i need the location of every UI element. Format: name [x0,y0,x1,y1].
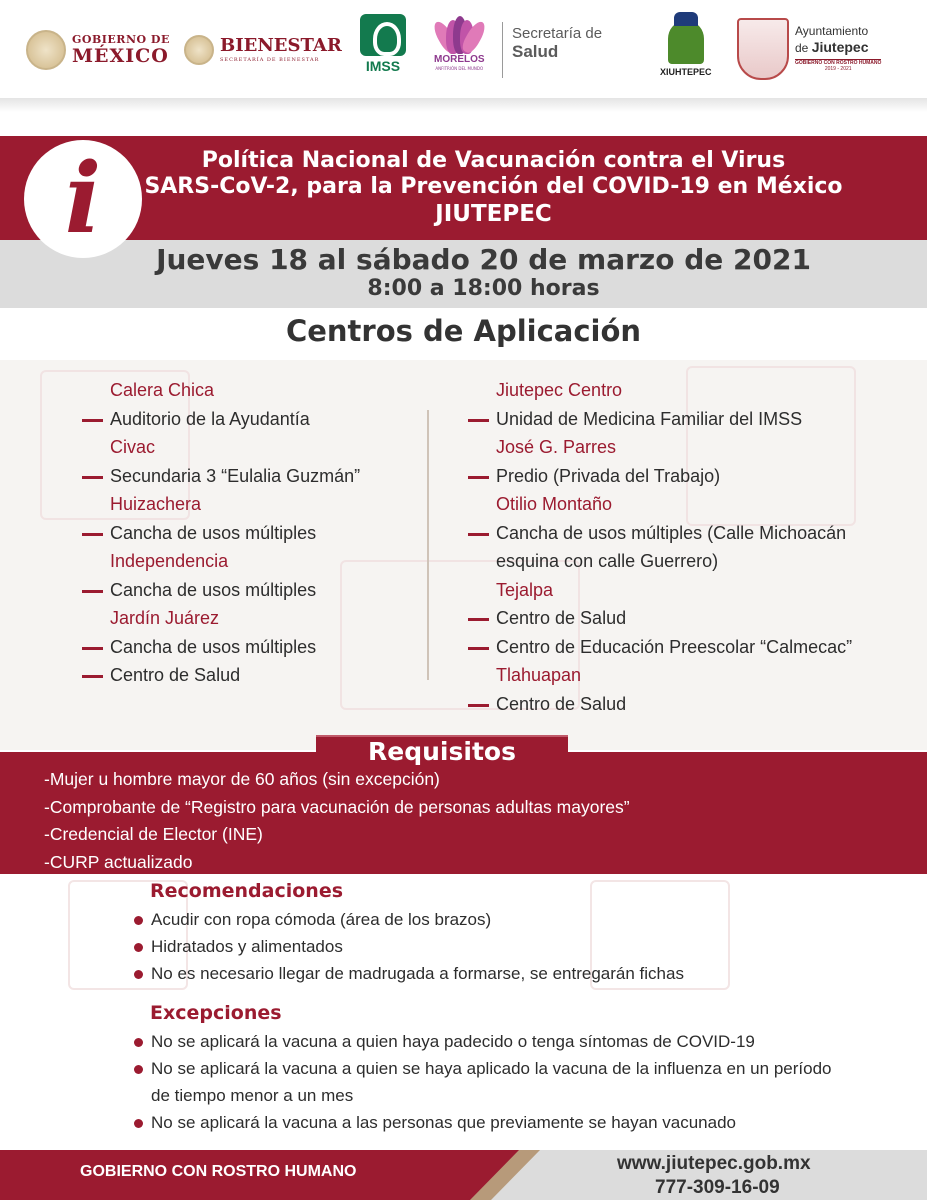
site-label: Cancha de usos múltiples [110,636,317,657]
ayuntamiento-line4: 2019 - 2021 [824,65,852,72]
centros-left-column [82,376,422,690]
ayuntamiento-line1: Ayuntamiento [795,24,869,39]
site-label: Cancha de usos múltiples [110,522,317,543]
info-symbol: i [64,142,102,255]
logo-divider [502,22,503,78]
excepcion-item: No se aplicará la vacuna a las personas que previamente se hayan vacunado [133,1109,853,1136]
footer-website-link[interactable]: www.jiutepec.gob.mx [617,1153,811,1174]
site-item [82,519,422,548]
site-item [468,633,918,662]
location-name: Calera Chica [110,380,215,400]
location-name: Jardín Juárez [110,608,220,628]
xiuhtepec-figure-icon [668,22,704,64]
excepciones-title: Excepciones [150,1002,282,1024]
footer-slogan: GOBIERNO CON ROSTRO HUMANO [80,1163,357,1180]
site-item [82,405,422,434]
recomendacion-item: Hidratados y alimentados [133,933,893,960]
site-item [468,405,918,434]
site-label: Centro de Salud [496,608,627,628]
schedule-hours: 8:00 a 18:00 horas [367,276,600,302]
bienestar-logo-line2: SECRETARÍA DE BIENESTAR [220,57,320,63]
recomendacion-item: No es necesario llegar de madrugada a formarse, se entregarán fichas [133,960,893,987]
column-divider [427,410,429,680]
recomendaciones-title: Recomendaciones [150,880,344,902]
centros-right-column [468,376,918,718]
secretaria-salud-logo [512,26,602,61]
ayuntamiento-line2-name: Jiutepec [811,39,869,56]
location-name: Jiutepec Centro [496,380,623,400]
schedule-dates: Jueves 18 al sábado 20 de marzo de 2021 [156,243,811,277]
recomendacion-item: Acudir con ropa cómoda (área de los brazos) [133,906,893,933]
requisito-item: -Mujer u hombre mayor de 60 años (sin excepción) [44,769,440,789]
recomendaciones-list [133,906,893,987]
excepciones-list [133,1028,853,1136]
bienestar-seal-icon [184,35,214,65]
footer-phone: 777-309-16-09 [655,1177,780,1198]
site-label: Unidad de Medicina Familiar del IMSS [496,408,803,429]
schedule-band [0,240,927,308]
lotus-flower-icon [436,16,482,54]
dash-icon [468,476,489,479]
site-label: Centro de Salud [496,693,627,714]
ayuntamiento-jiutepec-logo [737,18,881,80]
dash-icon [82,675,103,678]
dash-icon [82,476,103,479]
title-line3: JIUTEPEC [435,200,552,227]
site-label: Cancha de usos múltiples [110,579,317,600]
bienestar-logo-line1: BIENESTAR [220,35,342,56]
site-label: Centro de Salud [110,665,241,685]
ayuntamiento-line3: GOBIERNO CON ROSTRO HUMANO [795,60,882,67]
site-item [468,604,918,633]
header-shadow [0,98,927,112]
bienestar-logo [184,35,342,65]
site-label: Secundaria 3 “Eulalia Guzmán” [110,465,361,486]
requisitos-list [44,766,630,876]
site-item [468,519,918,548]
site-label: esquina con calle Guerrero) [496,551,719,571]
site-item [468,462,918,491]
dash-icon [468,647,489,650]
site-item [82,661,422,690]
site-item [82,462,422,491]
national-seal-icon [26,30,66,70]
requisito-item: -Credencial de Elector (INE) [44,824,263,844]
gobierno-mexico-logo [26,30,170,70]
ayuntamiento-emblem-icon [737,18,789,80]
location-name: Tejalpa [496,579,554,600]
requisitos-title: Requisitos [316,735,568,769]
location-name: Independencia [110,551,229,571]
dash-icon [82,533,103,536]
dash-icon [82,419,103,422]
excepcion-item: No se aplicará la vacuna a quien se haya aplicado la vacuna de la influenza en un período de tiempo menor a un mes [133,1055,853,1109]
ayuntamiento-line2 [795,39,881,56]
salud-logo-line2: Salud [512,41,559,61]
title-line1: Política Nacional de Vacunación contra el Virus [201,147,786,173]
site-item [82,576,422,605]
site-item-continuation [468,547,918,576]
gobierno-logo-line2: MÉXICO [72,45,169,67]
imss-logo-label: IMSS [365,58,401,74]
ayuntamiento-line2-prefix: de [795,41,809,56]
site-label: Auditorio de la Ayudantía [110,408,310,429]
requisito-item: -CURP actualizado [44,851,193,872]
dash-icon [468,419,489,422]
morelos-logo [434,16,485,71]
location-name: José G. Parres [496,437,617,457]
site-label: Predio (Privada del Trabajo) [496,465,721,486]
centros-title: Centros de Aplicación [285,314,642,348]
morelos-logo-sub: ANFITRIÓN DEL MUNDO [435,66,484,71]
site-label: Centro de Educación Preescolar “Calmecac” [496,636,853,657]
site-item [82,633,422,662]
excepcion-item: No se aplicará la vacuna a quien haya padecido o tenga síntomas de COVID-19 [133,1028,853,1055]
dash-icon [468,618,489,621]
imss-logo [360,14,406,74]
dash-icon [468,533,489,536]
morelos-logo-label: MORELOS [434,54,485,65]
location-name: Civac [110,437,156,457]
dash-icon [82,647,103,650]
location-name: Tlahuapan [496,665,582,685]
xiuhtepec-logo-label: XIUHTEPEC [660,67,712,77]
imss-emblem-icon [360,14,406,56]
location-name: Huizachera [110,494,202,514]
salud-logo-line1: Secretaría de [512,25,603,42]
location-name: Otilio Montaño [496,494,613,514]
dash-icon [82,590,103,593]
dash-icon [468,704,489,707]
site-label: Cancha de usos múltiples (Calle Michoacán [496,522,847,543]
info-icon [24,140,142,258]
gobierno-logo-line1: GOBIERNO DE [72,33,170,46]
requisito-item: -Comprobante de “Registro para vacunación de personas adultas mayores” [44,796,630,817]
site-item [468,690,918,719]
title-line2: SARS-CoV-2, para la Prevención del COVID-19 en México [144,174,843,200]
xiuhtepec-logo [660,22,712,77]
